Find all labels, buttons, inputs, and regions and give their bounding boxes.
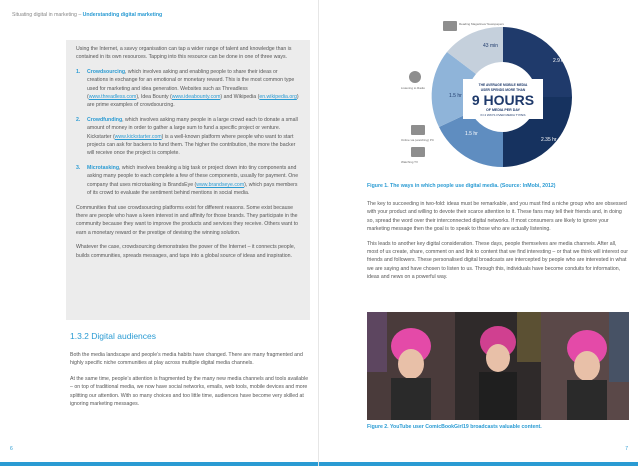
term-crowdsourcing: Crowdsourcing — [87, 68, 126, 75]
category-label: Listening to Radio — [401, 86, 426, 90]
header-prefix: Situating digital in marketing – — [12, 12, 83, 18]
figure2-caption: Figure 2. YouTube user ComicBookGirl19 broadcasts valuable content. — [367, 424, 542, 430]
right-body-text — [367, 200, 629, 288]
box-paragraph-whatever: Whatever the case, crowdsourcing demonstrates the power of the Internet – it connects people, builds communities, spreads messages, and taps into a global source of ideas and inspiration. — [76, 244, 296, 259]
body-shape — [479, 372, 517, 420]
link-kickstarter[interactable]: www.kickstarter.com — [114, 133, 162, 140]
media-donut-infographic — [377, 7, 629, 179]
term-crowdfunding: Crowdfunding — [87, 116, 123, 123]
value-label: 1.5 hr — [449, 93, 462, 99]
section-paragraph: At the same time, people’s attention is fragmented by the many new media channels and tools available – on top of traditional media, we now have social networks, emails, web tools, mobile devices and more splitting our attention. With so many choices and too little time, audiences have become very skilled at ignoring marketing messages. — [70, 375, 309, 408]
running-header-left — [12, 12, 162, 18]
list-number: 3. — [76, 164, 81, 171]
section-body — [70, 351, 310, 415]
page-number-left: 6 — [10, 446, 13, 452]
term-microtasking: Microtasking — [87, 164, 119, 171]
link-ideabounty[interactable]: www.ideabounty.com — [171, 94, 221, 101]
value-label: 2.97 hr — [553, 58, 569, 64]
video-still-collage — [367, 312, 629, 420]
page-number-right: 7 — [625, 446, 628, 452]
center-line-1: THE AVERAGE MOBILE MEDIA — [478, 83, 528, 87]
tv-icon — [411, 147, 425, 157]
list-number: 2. — [76, 116, 81, 123]
media-usage-figure — [377, 7, 629, 179]
body-paragraph: This leads to another key digital consideration. These days, people themselves are media channels. After all, most of us create, share, comment on and link to content that we find interesting – or that we think will interest our friends and followers. These personalised digital broadcasts are intercepted by people who are interested in what we are saying and have chosen to listen to us. Through this, individuals have become conduits for information, ideas and news on a powerful way. — [367, 240, 628, 281]
item-text: , which involves breaking a big task or project down into tiny components and asking many people to each complete a few of these components, usually for payment. One company that uses microtasking is BrandsEye ( — [87, 164, 299, 188]
radio-icon — [409, 71, 421, 83]
crowd-methods-list — [76, 68, 300, 198]
item-text: ) and Wikipedia ( — [220, 94, 260, 101]
figure1-caption: Figure 1. The ways in which people use digital media. (Source: InMobi, 2012) — [367, 183, 556, 189]
value-label: 1.5 hr — [465, 131, 478, 137]
box-paragraph-communities: Communities that use crowdsourcing platforms exist for different reasons. Some exist because there are people who have a keen interest in and affinity for those brands. They participate in the community because they want to improve the products and services they receive. Others want to earn a monetary reward or the prestige of devising the winning solution. — [76, 204, 299, 236]
item-text: , which involves asking many people in a large crowd each to donate a small amount of money in order to gather a large sum to fund a specific project or venture. Kickstarter ( — [87, 116, 298, 140]
list-item-microtasking — [76, 164, 300, 198]
item-text: , which involves asking and enabling people to share their ideas or creations in exchange for an emotional or monetary reward. This is the most common type used for marketing and idea generation. Websites such as Threadless ( — [87, 68, 295, 101]
newspaper-icon — [443, 21, 457, 31]
category-label: Reading Magazines/ Newspapers — [459, 22, 504, 26]
bottom-accent-bar — [319, 462, 638, 466]
link-threadless[interactable]: www.threadless.com — [88, 94, 137, 101]
right-page — [319, 0, 638, 466]
value-label: 2.35 hr — [541, 137, 557, 143]
center-line-2: USER SPENDS MORE THAN — [480, 88, 526, 92]
list-item-crowdsourcing — [76, 68, 300, 110]
body-paragraph: The key to succeeding in two-fold: ideas must be remarkable, and you must find a niche group who are obsessed with your product and willing to devote their scarce attention to it. These fans may tell their friends and, in doing so, spread the word over their interconnected digital networks. If most consumers are likely to ignore your marketing message then the goal is to speak to those who are actually listening. — [367, 201, 627, 233]
body-shape — [567, 380, 607, 420]
youtube-still-figure — [367, 312, 629, 420]
item-text: ), Idea Bounty ( — [136, 94, 172, 101]
face-shape — [574, 351, 600, 381]
item-text: ) are prime examples of crowdsourcing. — [87, 94, 299, 109]
box-intro: Using the Internet, a savvy organisation can tap a wider range of talent and knowledge than is contained in its own resources. Tapping into this resource can be done in one of three ways. — [76, 46, 292, 61]
list-item-crowdfunding — [76, 116, 300, 158]
center-big-number: 9 HOURS — [471, 92, 535, 108]
header-highlight: Understanding digital marketing — [82, 12, 163, 18]
center-line-4: IN 4 WAYS OVER MEDIA TYPES — [480, 113, 526, 117]
crowdsourcing-box — [66, 40, 310, 320]
list-number: 1. — [76, 68, 81, 75]
link-brandseye[interactable]: www.brandseye.com — [196, 181, 245, 188]
value-label: 43 min — [483, 43, 499, 49]
section-heading: 1.3.2 Digital audiences — [70, 331, 157, 341]
link-wikipedia[interactable]: en.wikipedia.org — [259, 94, 297, 101]
category-label: Online via (watching) PC — [401, 138, 435, 142]
face-shape — [398, 349, 424, 379]
bottom-accent-bar — [0, 462, 319, 466]
item-text: ), which pays members of its crowd to evaluate the sentiment behind mentions in social media. — [87, 181, 298, 197]
category-label: Watching TV — [401, 160, 419, 164]
center-line-3: OF MEDIA PER DAY — [485, 108, 521, 112]
item-text: ) is a well-known platform where people who want to start projects can ask for backers to fund them. The higher the contribution, the more the backer will receive once the project is complete. — [87, 133, 296, 157]
pc-icon — [411, 125, 425, 135]
section-paragraph: Both the media landscape and people’s media habits have changed. There are many fragmented and highly specific niche communities at play across multiple digital media channels. — [70, 352, 303, 367]
body-shape — [391, 378, 431, 420]
face-shape — [486, 344, 510, 372]
